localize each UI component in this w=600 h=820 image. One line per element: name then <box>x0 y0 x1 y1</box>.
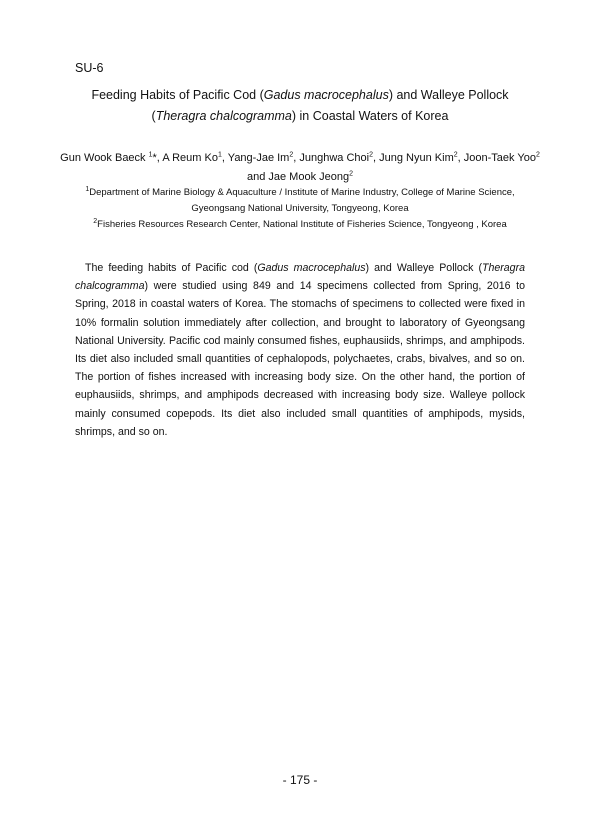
abstract-species: Gadus macrocephalus <box>257 262 366 274</box>
session-code: SU-6 <box>75 61 104 75</box>
title-part-3: ( <box>151 109 156 123</box>
author-list <box>40 149 560 187</box>
author-separator: , <box>221 152 228 164</box>
author-name: Jung Nyun Kim <box>379 152 454 164</box>
author-affiliation-mark: 2 <box>289 151 294 159</box>
author-separator: , <box>373 152 380 164</box>
affiliation-2 <box>40 217 560 233</box>
title-part-1: Feeding Habits of Pacific Cod ( <box>91 88 264 102</box>
abstract-body <box>75 259 525 441</box>
title-part-2: ) and Walleye Pollock <box>388 88 509 102</box>
page-number: - 175 - <box>282 773 318 787</box>
author-name: Joon-Taek Yoo <box>463 152 536 164</box>
abstract-text: ) were studied using 849 and 14 specimens collected from Spring, 2016 to Spring, 2018 in coastal waters of Korea. The stomachs of specimens to collected were fixed in 10% formalin solution immediately after collection, and brought to laboratory of Gyeongsang National University. Pacific cod mainly consumed fishes, euphausiids, shrimps, and amphipods. Its diet also included small quantities of cephalopods, polychaetes, crabs, bivalves, and so on. The portion of fishes increased with increasing body size. On the other hand, the portion of euphausiids, shrimps, and amphipods decreased with increasing body size. Walleye pollock mainly consumed copepods. Its diet also included small quantities of amphipods, mysids, shrimps, and so on. <box>75 280 525 438</box>
affiliation-mark: 2 <box>93 217 98 225</box>
author-separator: , <box>457 152 464 164</box>
affiliation-line: Department of Marine Biology & Aquaculture / Institute of Marine Industry, College of Marine Science, <box>89 187 515 198</box>
author-name: Junghwa Choi <box>299 152 370 164</box>
author-name: Yang-Jae Im <box>227 152 290 164</box>
author-affiliation-mark: 2 <box>453 151 458 159</box>
author-affiliation-mark: 2 <box>369 151 374 159</box>
author-affiliation-mark: 2 <box>349 170 354 178</box>
paper-title <box>40 85 560 127</box>
abstract-text: ) and Walleye Pollock ( <box>365 262 482 274</box>
author-affiliation-mark: 1 <box>148 151 153 159</box>
abstract-text: The feeding habits of Pacific cod ( <box>85 262 258 274</box>
title-species-1: Gadus macrocephalus <box>263 88 389 102</box>
author-name: Gun Wook Baeck <box>60 152 146 164</box>
author-affiliation-mark: 1 <box>217 151 222 159</box>
affiliation-1 <box>40 185 560 217</box>
abstract-species: Theragra chalcogramma <box>75 262 525 293</box>
author-name: A Reum Ko <box>162 152 218 164</box>
title-part-4: ) in Coastal Waters of Korea <box>291 109 449 123</box>
author-affiliation-mark: 2 <box>535 151 540 159</box>
author-separator: *, <box>152 152 163 164</box>
affiliation-line: Fisheries Resources Research Center, National Institute of Fisheries Science, Tongyeong , Korea <box>97 219 507 230</box>
affiliation-line: Gyeongsang National University, Tongyeong, Korea <box>191 203 409 214</box>
title-species-2: Theragra chalcogramma <box>155 109 292 123</box>
affiliation-mark: 1 <box>85 185 90 193</box>
author-separator: , <box>293 152 300 164</box>
author-name: and Jae Mook Jeong <box>246 171 350 183</box>
